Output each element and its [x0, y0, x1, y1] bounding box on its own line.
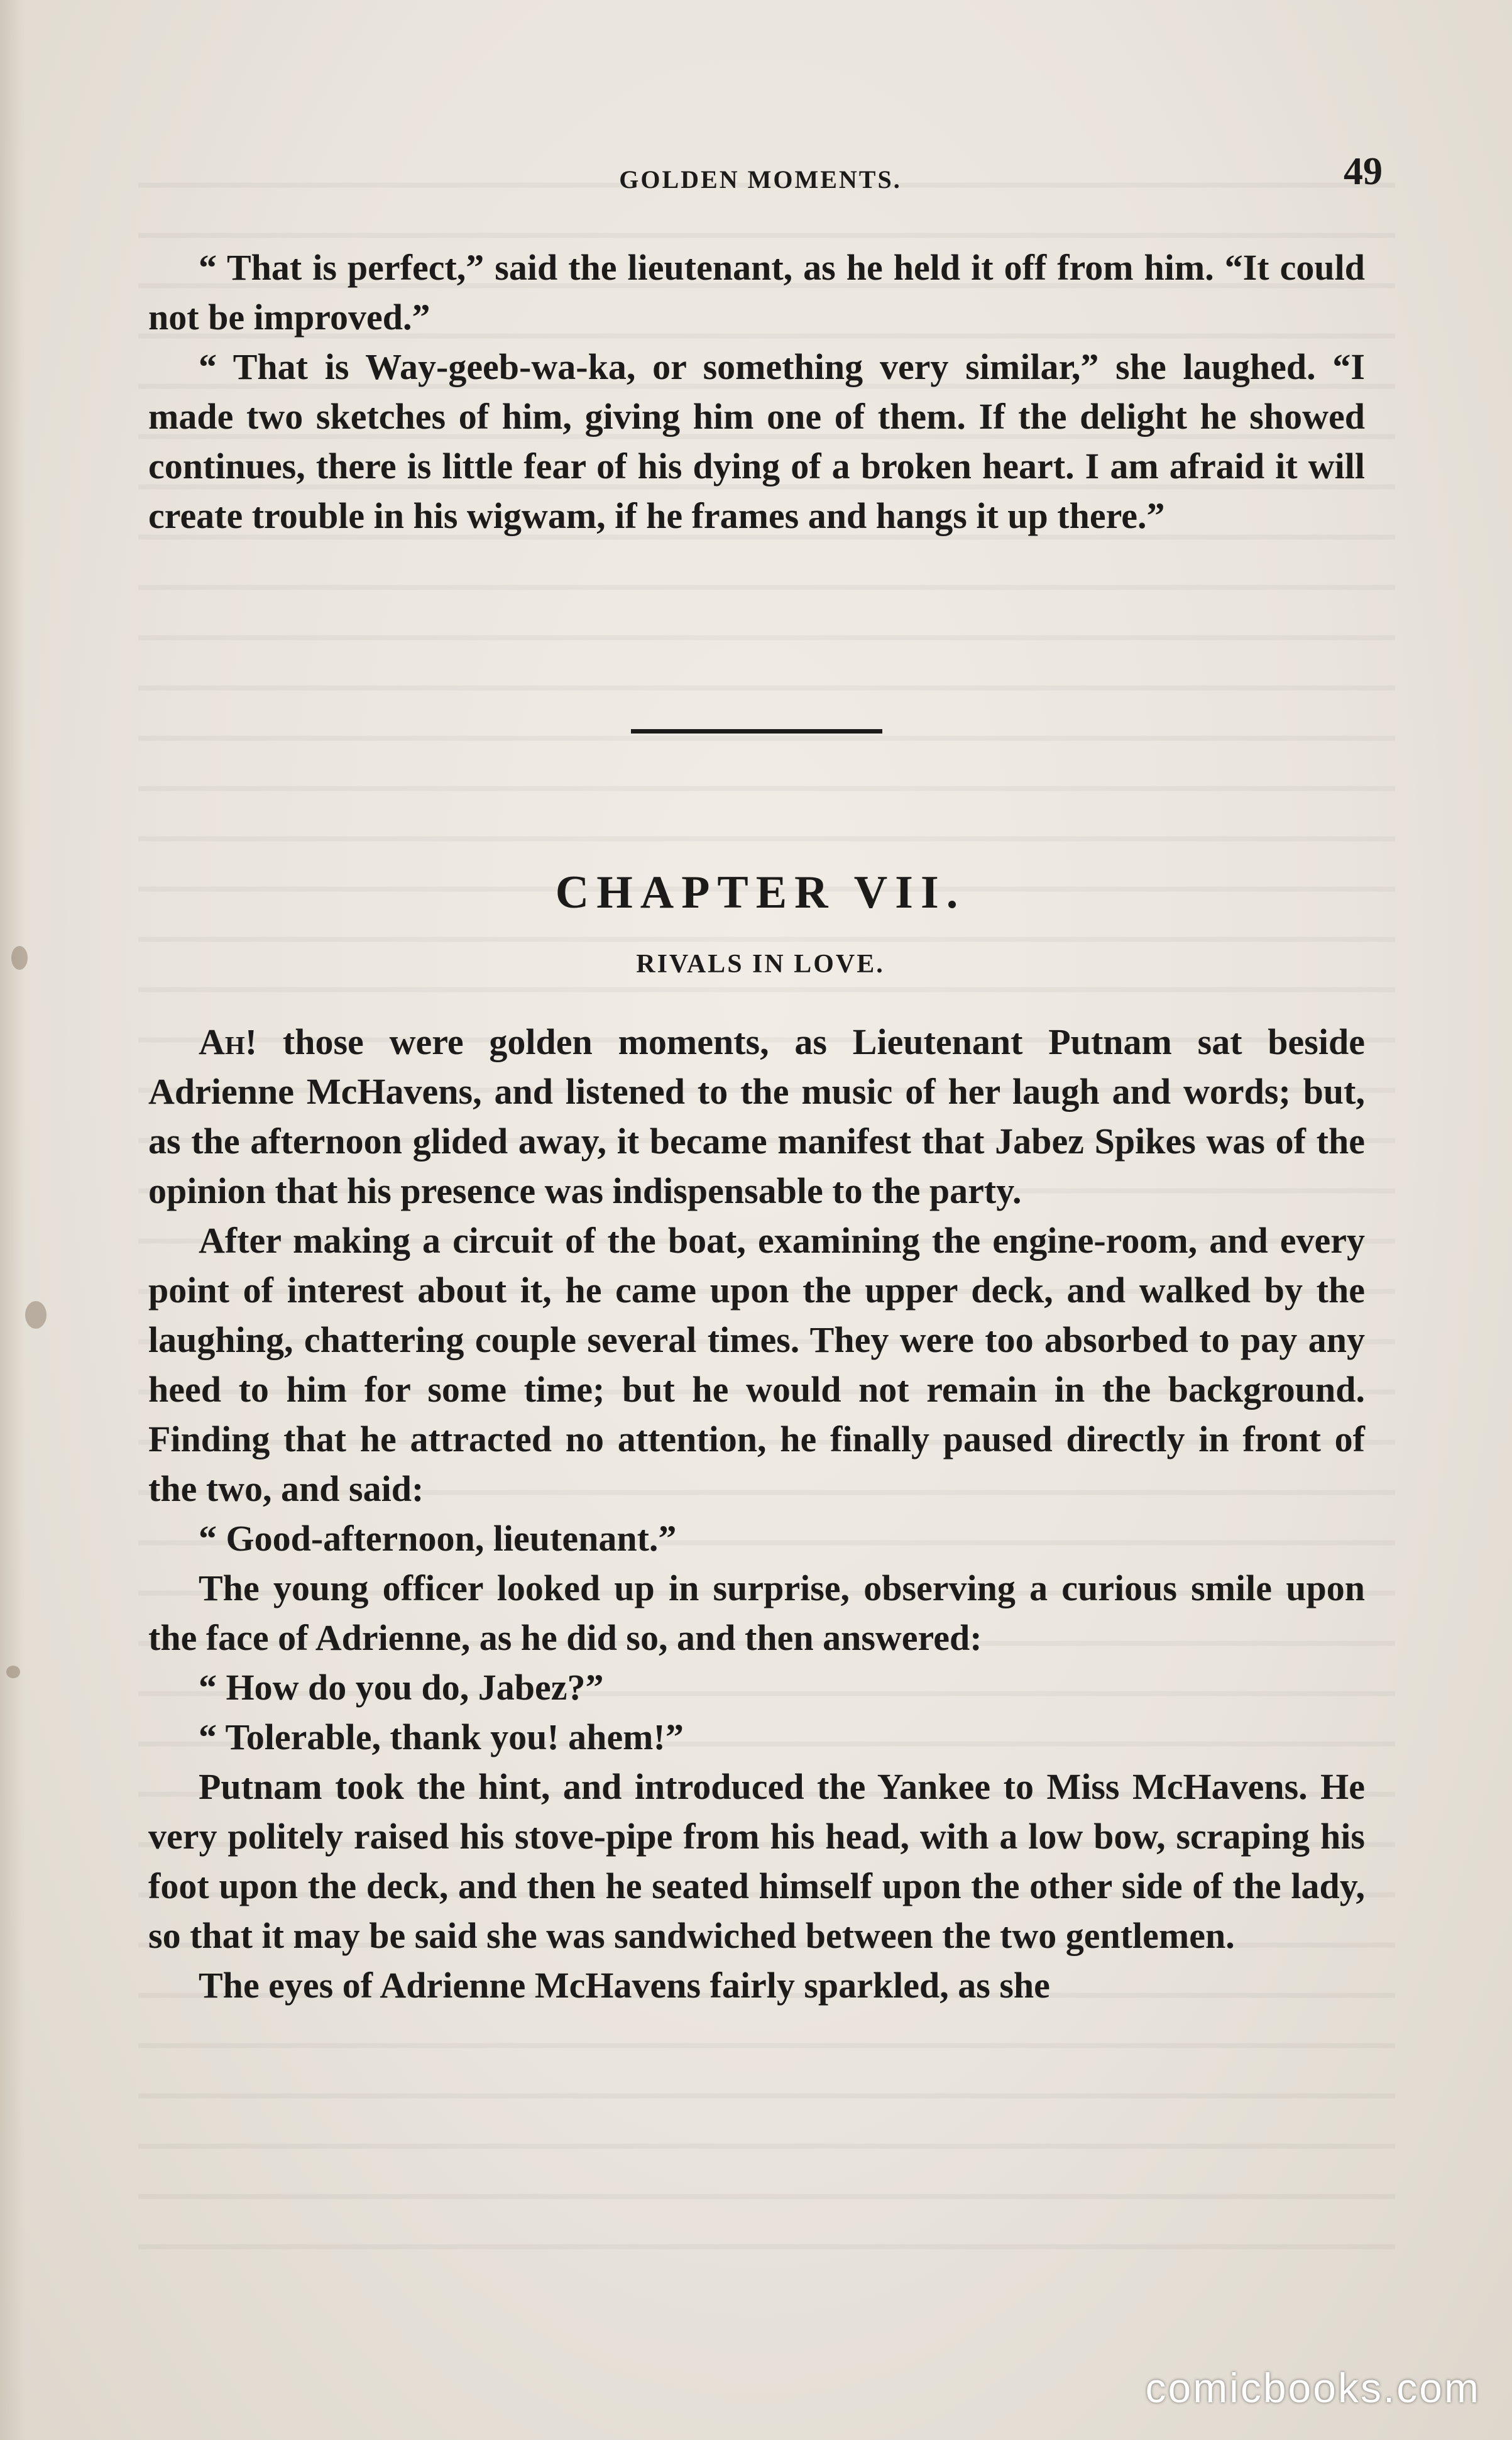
- paragraph: Putnam took the hint, and introduced the Yankee to Miss McHavens. He very politely raised his stove-pipe from his head, with a low bow, scraping his foot upon the deck, and then he seated himself upon the other side of the lady, so that it may be said she was sandwiched between the two gentlemen.: [148, 1766, 1365, 1956]
- site-watermark: comicbooks.com: [1145, 2365, 1481, 2411]
- section-divider: [631, 729, 882, 734]
- page-stain: [11, 946, 28, 970]
- page-header: [145, 150, 1383, 206]
- chapter-title: CHAPTER VII.: [555, 867, 966, 918]
- paragraph: After making a circuit of the boat, examining the engine-room, and every point of interest about it, he came upon the upper deck, and walked by the laughing, chattering couple several times. They were too absorbed to pay any heed to him for some time; but he would not remain in the background. Finding that he attracted no attention, he finally paused directly in front of the two, and said:: [148, 1220, 1365, 1509]
- chapter-subtitle: RIVALS IN LOVE.: [636, 950, 885, 979]
- page-number: 49: [1344, 150, 1383, 193]
- paragraph: “ That is perfect,” said the lieutenant, as he held it off from him. “It could not be improved.”: [148, 247, 1365, 338]
- text-section-1: [148, 243, 1365, 541]
- paragraph: “ Tolerable, thank you! ahem!”: [199, 1717, 684, 1757]
- opening-word: Ah!: [199, 1021, 258, 1062]
- page-stain: [25, 1301, 47, 1329]
- paragraph: “ Good-afternoon, lieutenant.”: [199, 1518, 677, 1559]
- paragraph: [148, 1017, 1365, 1216]
- text-section-2: [148, 1017, 1365, 2010]
- running-head: GOLDEN MOMENTS.: [619, 165, 902, 194]
- page-edge-shadow: [0, 0, 25, 2440]
- page-stain: [6, 1666, 20, 1678]
- paragraph: The young officer looked up in surprise, observing a curious smile upon the face of Adrienne, as he did so, and then answered:: [148, 1568, 1365, 1658]
- paragraph: “ How do you do, Jabez?”: [199, 1667, 604, 1708]
- paragraph: The eyes of Adrienne McHavens fairly sparkled, as she: [199, 1965, 1050, 2006]
- opening-text: those were golden moments, as Lieutenant Putnam sat beside Adrienne McHavens, and listened to the music of her laugh and words; but, as the afternoon glided away, it became manifest that Jabez Spikes was of the opinion that his presence was indispensable to the party.: [148, 1021, 1365, 1211]
- paragraph: “ That is Way-geeb-wa-ka, or something very similar,” she laughed. “I made two sketches of him, giving him one of them. If the delight he showed continues, there is little fear of his dying of a broken heart. I am afraid it will create trouble in his wigwam, if he frames and hangs it up there.”: [148, 346, 1365, 536]
